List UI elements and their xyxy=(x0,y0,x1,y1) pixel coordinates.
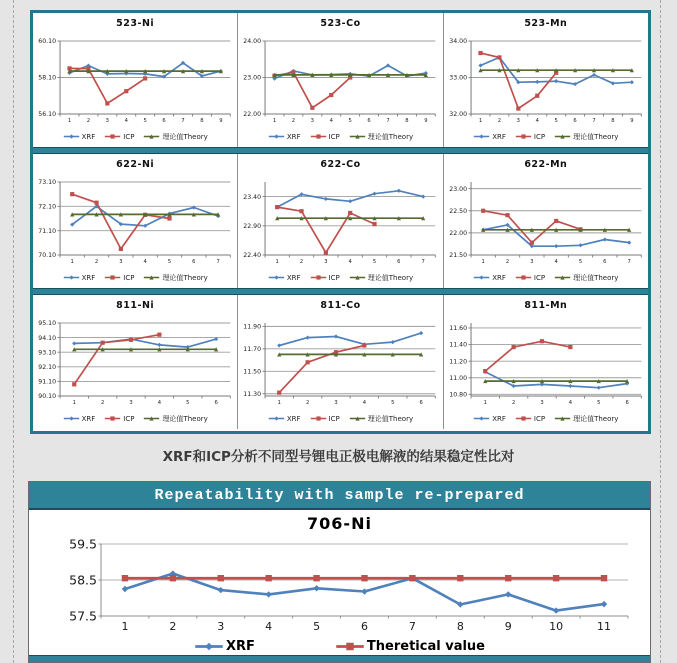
chart-legend-811-co xyxy=(238,408,442,429)
svg-text:4: 4 xyxy=(157,400,162,407)
legend-swatch-icon xyxy=(515,133,532,140)
legend-swatch-icon xyxy=(515,415,532,422)
svg-text:3: 3 xyxy=(529,259,534,266)
legend-item xyxy=(143,273,207,283)
legend-label: ICP xyxy=(328,132,340,141)
svg-text:6: 6 xyxy=(602,259,607,266)
legend-item xyxy=(268,274,301,282)
banner-title: Repeatability with sample re-prepared xyxy=(154,486,525,504)
legend-label: XRF xyxy=(286,273,301,282)
legend-label: XRF xyxy=(81,414,96,423)
svg-text:6: 6 xyxy=(162,118,166,125)
legend-item xyxy=(473,274,506,282)
chart-plot-622-ni xyxy=(33,178,237,267)
svg-text:2: 2 xyxy=(94,259,99,266)
svg-text:24.00: 24.00 xyxy=(243,38,262,46)
legend-item xyxy=(515,133,545,141)
svg-text:4: 4 xyxy=(554,259,558,266)
svg-text:11.90: 11.90 xyxy=(243,323,262,331)
svg-text:1: 1 xyxy=(478,118,482,125)
chart-plot-811-ni xyxy=(33,319,237,408)
chart-523-mn xyxy=(443,13,648,147)
svg-text:2: 2 xyxy=(511,400,515,407)
svg-text:4: 4 xyxy=(568,400,572,407)
svg-text:91.10: 91.10 xyxy=(38,378,57,386)
legend-swatch-icon xyxy=(515,274,532,281)
chart-plot-706-ni xyxy=(29,538,650,634)
svg-text:23.40: 23.40 xyxy=(243,193,262,201)
svg-text:3: 3 xyxy=(217,620,225,633)
legend-swatch-icon xyxy=(349,415,366,422)
legend-item xyxy=(349,132,413,142)
svg-text:4: 4 xyxy=(143,259,147,266)
legend-item xyxy=(268,415,301,423)
chart-plot-622-co xyxy=(238,178,442,267)
svg-text:6: 6 xyxy=(397,259,401,266)
svg-text:2: 2 xyxy=(169,620,177,633)
chart-title-622-ni: 622-Ni xyxy=(116,159,155,170)
chart-title-706-ni: 706-Ni xyxy=(307,514,372,533)
svg-text:6: 6 xyxy=(419,400,424,407)
svg-text:1: 1 xyxy=(121,620,129,633)
legend-swatch-icon xyxy=(143,415,160,422)
legend-label: XRF xyxy=(492,132,506,141)
legend-item xyxy=(473,415,506,423)
legend-item xyxy=(63,415,96,423)
svg-text:92.10: 92.10 xyxy=(38,363,57,371)
svg-text:2: 2 xyxy=(497,118,501,125)
chart-title-622-co: 622-Co xyxy=(320,159,361,170)
legend-item xyxy=(515,415,545,423)
legend-swatch-icon xyxy=(143,274,160,281)
legend-swatch-icon xyxy=(473,274,490,281)
chart-811-co xyxy=(237,295,442,429)
svg-text:7: 7 xyxy=(216,259,220,266)
chart-523-co xyxy=(237,13,442,147)
svg-text:34.00: 34.00 xyxy=(448,38,467,46)
chart-legend-523-co xyxy=(238,126,442,147)
legend-swatch-icon xyxy=(310,133,327,140)
svg-text:4: 4 xyxy=(535,118,539,125)
legend-swatch-icon xyxy=(143,133,160,140)
svg-text:8: 8 xyxy=(610,118,615,125)
chart-title-811-ni: 811-Ni xyxy=(116,300,155,311)
chart-622-co xyxy=(237,154,442,288)
repeatability-panel xyxy=(28,481,651,663)
svg-text:5: 5 xyxy=(391,400,395,407)
legend-label: ICP xyxy=(533,273,546,282)
legend-item xyxy=(143,132,207,142)
svg-text:22.50: 22.50 xyxy=(448,207,467,215)
legend-item xyxy=(473,133,506,141)
legend-label: ICP xyxy=(328,273,340,282)
legend-label: XRF xyxy=(81,132,96,141)
row-separator xyxy=(33,288,648,295)
svg-text:11.00: 11.00 xyxy=(448,374,467,382)
chart-title-523-ni: 523-Ni xyxy=(116,18,155,29)
chart-706-ni xyxy=(29,510,650,658)
chart-plot-523-co xyxy=(238,37,442,126)
chart-legend-622-ni xyxy=(33,267,237,288)
chart-title-523-mn: 523-Mn xyxy=(524,18,568,29)
legend-swatch-icon xyxy=(349,133,366,140)
chart-legend-523-mn xyxy=(444,126,648,147)
legend-item xyxy=(349,273,413,283)
legend-item xyxy=(63,133,96,141)
legend-swatch-icon xyxy=(63,274,80,281)
svg-text:3: 3 xyxy=(516,118,520,125)
legend-swatch-icon xyxy=(104,133,121,140)
svg-text:22.00: 22.00 xyxy=(448,230,467,238)
legend-label: XRF xyxy=(492,414,506,423)
legend-label: XRF xyxy=(81,273,96,282)
legend-item xyxy=(310,415,340,423)
svg-text:3: 3 xyxy=(334,400,338,407)
legend-swatch-icon xyxy=(268,274,285,281)
svg-text:22.40: 22.40 xyxy=(243,252,262,260)
svg-text:2: 2 xyxy=(306,400,310,407)
legend-swatch-icon xyxy=(63,415,80,422)
legend-label: ICP xyxy=(533,414,546,423)
svg-text:5: 5 xyxy=(143,118,147,125)
svg-text:33.00: 33.00 xyxy=(448,74,467,82)
svg-text:11: 11 xyxy=(597,620,612,633)
next-section-banner-edge xyxy=(29,655,650,662)
chart-title-811-co: 811-Co xyxy=(320,300,361,311)
svg-text:94.10: 94.10 xyxy=(38,334,57,342)
chart-622-ni xyxy=(33,154,237,288)
svg-text:93.10: 93.10 xyxy=(38,349,57,357)
svg-text:7: 7 xyxy=(592,118,596,125)
svg-text:5: 5 xyxy=(348,118,353,125)
chart-legend-622-co xyxy=(238,267,442,288)
svg-text:7: 7 xyxy=(421,259,426,266)
chart-legend-622-mn xyxy=(444,267,648,288)
svg-text:7: 7 xyxy=(627,259,631,266)
svg-text:58.10: 58.10 xyxy=(38,74,57,82)
svg-text:6: 6 xyxy=(573,118,577,125)
svg-text:1: 1 xyxy=(70,259,74,266)
legend-label: 理论值Theory xyxy=(573,414,619,423)
svg-text:9: 9 xyxy=(504,620,512,633)
chart-622-mn xyxy=(443,154,648,288)
legend-item xyxy=(554,273,618,283)
legend-item xyxy=(310,274,340,282)
svg-text:56.10: 56.10 xyxy=(38,111,57,119)
chart-523-ni xyxy=(33,13,237,147)
legend-swatch-icon xyxy=(554,274,571,281)
svg-text:1: 1 xyxy=(277,400,282,407)
legend-label: ICP xyxy=(328,414,340,423)
legend-item xyxy=(194,639,255,654)
chart-title-811-mn: 811-Mn xyxy=(524,300,568,311)
legend-label: ICP xyxy=(123,273,135,282)
svg-text:4: 4 xyxy=(329,118,334,125)
svg-text:3: 3 xyxy=(539,400,544,407)
svg-text:8: 8 xyxy=(200,118,204,125)
svg-text:58.5: 58.5 xyxy=(69,572,97,588)
svg-text:11.30: 11.30 xyxy=(243,390,262,398)
legend-label: ICP xyxy=(123,414,135,423)
chart-plot-811-mn xyxy=(444,319,648,408)
row-separator xyxy=(33,147,648,154)
svg-text:1: 1 xyxy=(275,259,280,266)
svg-text:5: 5 xyxy=(554,118,558,125)
svg-text:5: 5 xyxy=(167,259,172,266)
svg-text:4: 4 xyxy=(265,620,273,633)
svg-text:5: 5 xyxy=(596,400,601,407)
legend-item xyxy=(143,414,207,424)
svg-text:2: 2 xyxy=(300,259,304,266)
legend-swatch-icon xyxy=(473,133,490,140)
chart-legend-523-ni xyxy=(33,126,237,147)
legend-label: XRF xyxy=(226,638,255,654)
legend-label: Theretical value xyxy=(366,638,485,654)
chart-811-mn xyxy=(443,295,648,429)
svg-text:10.80: 10.80 xyxy=(448,391,467,399)
svg-text:6: 6 xyxy=(192,259,196,266)
svg-text:5: 5 xyxy=(186,400,190,407)
svg-text:21.50: 21.50 xyxy=(448,252,467,260)
legend-swatch-icon xyxy=(268,133,285,140)
svg-text:11.40: 11.40 xyxy=(448,341,467,349)
legend-label: 理论值Theory xyxy=(162,132,208,141)
legend-label: 理论值Theory xyxy=(367,132,414,141)
legend-item xyxy=(310,133,340,141)
legend-item xyxy=(104,274,134,282)
legend-item xyxy=(349,414,413,424)
legend-item xyxy=(335,639,485,654)
legend-item xyxy=(515,274,545,282)
svg-text:72.10: 72.10 xyxy=(38,203,57,211)
legend-swatch-icon xyxy=(310,274,327,281)
legend-label: ICP xyxy=(533,132,546,141)
svg-text:7: 7 xyxy=(408,620,416,633)
legend-label: 理论值Theory xyxy=(162,273,208,282)
legend-swatch-icon xyxy=(104,415,121,422)
legend-label: 理论值Theory xyxy=(573,132,619,141)
svg-text:22.90: 22.90 xyxy=(243,222,262,230)
legend-item xyxy=(554,414,618,424)
svg-text:3: 3 xyxy=(311,118,315,125)
svg-text:3: 3 xyxy=(129,400,133,407)
svg-text:9: 9 xyxy=(424,118,428,125)
legend-label: 理论值Theory xyxy=(367,273,414,282)
legend-swatch-icon xyxy=(194,640,224,653)
svg-text:6: 6 xyxy=(625,400,629,407)
svg-text:7: 7 xyxy=(181,118,185,125)
left-margin-guide xyxy=(13,0,14,663)
legend-item xyxy=(104,133,134,141)
legend-swatch-icon xyxy=(554,415,571,422)
svg-text:59.5: 59.5 xyxy=(69,538,97,552)
legend-swatch-icon xyxy=(104,274,121,281)
chart-title-622-mn: 622-Mn xyxy=(524,159,568,170)
legend-swatch-icon xyxy=(310,415,327,422)
chart-plot-811-co xyxy=(238,319,442,408)
legend-item xyxy=(554,132,618,142)
svg-text:6: 6 xyxy=(361,620,368,633)
chart-811-ni xyxy=(33,295,237,429)
svg-text:73.10: 73.10 xyxy=(38,179,57,187)
svg-text:11.70: 11.70 xyxy=(243,346,262,353)
legend-label: 理论值Theory xyxy=(367,414,414,423)
svg-text:3: 3 xyxy=(119,259,123,266)
legend-item xyxy=(63,274,96,282)
svg-text:3: 3 xyxy=(324,259,328,266)
chart-plot-622-mn xyxy=(444,178,648,267)
svg-text:11.50: 11.50 xyxy=(243,368,262,376)
chart-plot-523-ni xyxy=(33,37,237,126)
chart-legend-811-mn xyxy=(444,408,648,429)
legend-label: 理论值Theory xyxy=(162,414,208,423)
legend-swatch-icon xyxy=(473,415,490,422)
legend-label: 理论值Theory xyxy=(573,273,619,282)
legend-label: XRF xyxy=(286,132,301,141)
svg-text:8: 8 xyxy=(405,118,409,125)
svg-text:9: 9 xyxy=(219,118,223,125)
svg-text:57.5: 57.5 xyxy=(69,608,97,624)
svg-text:4: 4 xyxy=(124,118,128,125)
chart-plot-523-mn xyxy=(444,37,648,126)
chart-row-523 xyxy=(33,13,648,147)
svg-text:5: 5 xyxy=(313,620,321,633)
svg-text:2: 2 xyxy=(86,118,91,125)
chart-legend-811-ni xyxy=(33,408,237,429)
svg-text:8: 8 xyxy=(456,620,464,633)
svg-text:4: 4 xyxy=(363,400,367,407)
svg-text:5: 5 xyxy=(578,259,582,266)
legend-item xyxy=(104,415,134,423)
svg-text:32.00: 32.00 xyxy=(448,111,467,119)
svg-text:3: 3 xyxy=(105,118,109,125)
svg-text:95.10: 95.10 xyxy=(38,320,57,328)
svg-text:1: 1 xyxy=(273,118,277,125)
svg-text:1: 1 xyxy=(483,400,487,407)
legend-swatch-icon xyxy=(63,133,80,140)
svg-text:11.60: 11.60 xyxy=(448,325,467,333)
chart-row-811 xyxy=(33,295,648,429)
svg-text:1: 1 xyxy=(481,259,485,266)
svg-text:2: 2 xyxy=(505,259,509,266)
svg-text:6: 6 xyxy=(367,118,372,125)
comparison-caption: XRF和ICP分析不同型号锂电正极电解液的结果稳定性比对 xyxy=(162,449,515,465)
legend-item xyxy=(268,133,301,141)
legend-label: XRF xyxy=(286,414,301,423)
chart-row-622 xyxy=(33,154,648,288)
svg-text:22.00: 22.00 xyxy=(243,111,262,119)
svg-text:9: 9 xyxy=(629,118,634,125)
svg-text:4: 4 xyxy=(348,259,353,266)
legend-swatch-icon xyxy=(554,133,571,140)
svg-text:71.10: 71.10 xyxy=(38,227,57,235)
legend-label: ICP xyxy=(123,132,135,141)
legend-swatch-icon xyxy=(335,640,365,653)
right-margin-guide xyxy=(660,0,661,663)
svg-text:90.10: 90.10 xyxy=(38,393,57,401)
svg-text:1: 1 xyxy=(72,400,76,407)
svg-text:2: 2 xyxy=(292,118,296,125)
svg-text:6: 6 xyxy=(214,400,218,407)
legend-swatch-icon xyxy=(349,274,366,281)
svg-text:23.00: 23.00 xyxy=(243,74,262,82)
legend-label: XRF xyxy=(492,273,506,282)
legend-swatch-icon xyxy=(268,415,285,422)
xrf-icp-comparison-panel xyxy=(30,10,651,434)
svg-text:7: 7 xyxy=(386,118,391,125)
svg-text:11.20: 11.20 xyxy=(448,358,467,366)
svg-text:2: 2 xyxy=(100,400,105,407)
svg-text:10: 10 xyxy=(549,620,564,633)
svg-text:60.10: 60.10 xyxy=(38,38,57,46)
svg-text:70.10: 70.10 xyxy=(38,252,57,260)
svg-text:1: 1 xyxy=(67,118,72,125)
svg-text:23.00: 23.00 xyxy=(448,185,467,193)
repeatability-banner xyxy=(29,482,650,510)
chart-title-523-co: 523-Co xyxy=(320,18,361,29)
svg-text:5: 5 xyxy=(373,259,377,266)
